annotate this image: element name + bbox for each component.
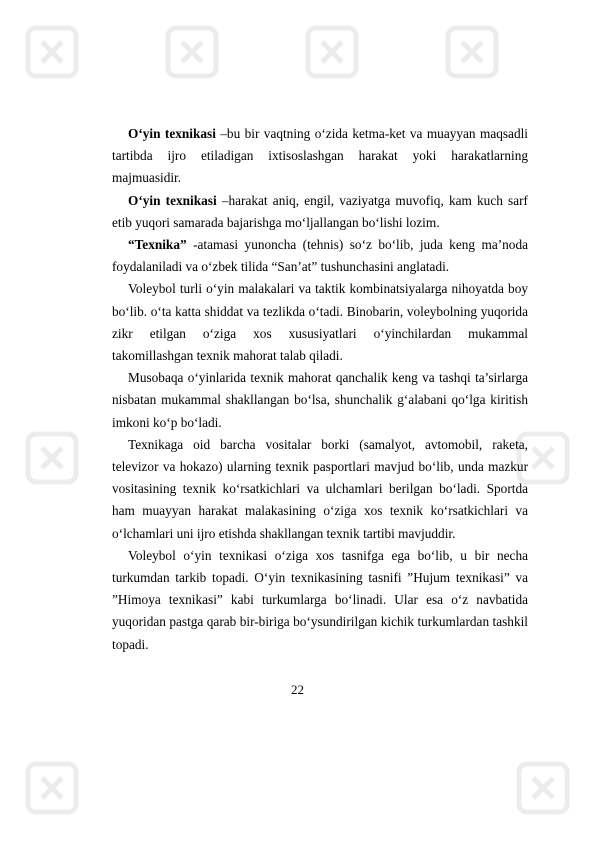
- paragraph: [112, 123, 528, 190]
- term: O‘yin texnikasi: [128, 192, 217, 208]
- watermark-icon: [24, 760, 80, 816]
- paragraph: [112, 367, 528, 434]
- paragraph-text: Voleybol o‘yin texnikasi o‘ziga xos tasnifga ega bo‘lib, u bir necha turkumdan tarkib topadi. O‘yin texnikasining tasnifi ”Hujum texnikasi” va ”Himoya texnikasi” kabi turkumlarga bo‘linadi. Ular esa o‘z navbatida yuqoridan pastga qarab bir-biriga bo‘ysundirilgan kichik turkumlardan tashkil topadi.: [112, 547, 528, 652]
- paragraph: [112, 190, 528, 234]
- page-number: 22: [291, 682, 304, 697]
- body-text: [112, 123, 528, 656]
- watermark-icon: [24, 24, 80, 80]
- paragraph-text: Musobaqa o‘yinlarida texnik mahorat qanchalik keng va tashqi ta’sirlarga nisbatan mukammal shakllangan bo‘lsa, shunchalik g‘alabani qo‘lga kiritish imkoni ko‘p bo‘ladi.: [112, 370, 528, 430]
- watermark-icon: [24, 430, 80, 486]
- paragraph: [112, 434, 528, 545]
- watermark-icon: [304, 24, 360, 80]
- paragraph-text: Texnikaga oid barcha vositalar borki (samalyot, avtomobil, raketa, televizor va hokazo) ularning texnik pasportlari mavjud bo‘lib, unda mazkur vositasining texnik ko‘rsatkichlari va ulchamlari berilgan bo‘ladi. Sportda ham muayyan harakat malakasining o‘ziga xos texnik ko‘rsatkichlari va o‘lchamlari uni ijro etishda shakllangan texnik tartibi mavjuddir.: [112, 436, 528, 541]
- watermark-icon: [444, 24, 500, 80]
- paragraph-text: Voleybol turli o‘yin malakalari va taktik kombinatsiyalarga nihoyatda boy bo‘lib. o‘ta katta shiddat va tezlikda o‘tadi. Binobarin, voleybolning yuqorida zikr etilgan o‘ziga xos xususiyatlari o‘yinchilardan mukammal takomillashgan texnik mahorat talab qiladi.: [112, 281, 528, 364]
- watermark-icon: [164, 24, 220, 80]
- watermark-icon: [515, 760, 571, 816]
- paragraph: [112, 278, 528, 367]
- term: “Texnika”: [128, 237, 187, 253]
- paragraph-text: –harakat aniq, engil, vaziyatga muvofiq, kam kuch sarf etib yuqori samarada bajarishga mo‘ljallangan bo‘lishi lozim.: [112, 192, 528, 230]
- paragraph: [112, 545, 528, 656]
- paragraph-text: –bu bir vaqtning o‘zida ketma-ket va muayyan maqsadli tartibda ijro etiladigan ixtisoslashgan harakat yoki harakatlarning majmuasidir.: [112, 126, 528, 186]
- paragraph: [112, 234, 528, 278]
- paragraph-text: -atamasi yunoncha (tehnis) so‘z bo‘lib, juda keng ma’noda foydalaniladi va o‘zbek tilida “San’at” tushunchasini anglatadi.: [112, 237, 528, 275]
- term: O‘yin texnikasi: [128, 126, 216, 141]
